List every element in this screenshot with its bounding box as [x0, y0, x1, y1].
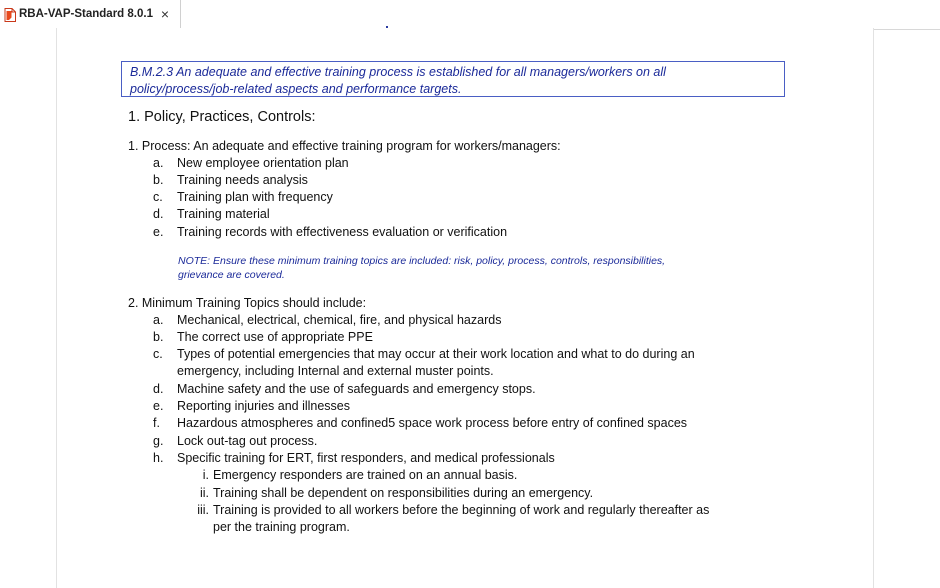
tab-title: RBA-VAP-Standard 8.0.1 — [19, 8, 153, 20]
topic-sublist-item: Training is provided to all workers before the beginning of work and regularly thereafter as — [213, 503, 710, 517]
list-marker: d. — [153, 207, 164, 221]
topic-list-item: The correct use of appropriate PPE — [177, 330, 373, 344]
document-tab[interactable] — [0, 0, 181, 30]
list-marker: a. — [153, 313, 164, 327]
sublist-marker: ii. — [199, 486, 209, 500]
topic-list-item: Specific training for ERT, first responders, and medical professionals — [177, 451, 555, 465]
close-icon[interactable]: × — [160, 6, 170, 22]
topic-list-item: Reporting injuries and illnesses — [177, 399, 351, 413]
process-list-item: New employee orientation plan — [177, 156, 349, 170]
topic-list-item-continuation: emergency, including Internal and external muster points. — [177, 364, 494, 378]
process-list-item: Training material — [177, 207, 270, 221]
list-marker: b. — [153, 330, 164, 344]
list-marker: a. — [153, 156, 164, 170]
list-marker: d. — [153, 382, 164, 396]
training-note — [178, 254, 778, 282]
document-viewer[interactable] — [0, 30, 940, 545]
sublist-marker: iii. — [197, 503, 209, 517]
topic-list-item: Hazardous atmospheres and confined5 space work process before entry of confined spaces — [177, 416, 688, 430]
standard-line-1: B.M.2.3 An adequate and effective training process is established for all managers/workers on all — [130, 65, 666, 79]
topic-list-item: Lock out-tag out process. — [177, 434, 318, 448]
section-heading: 1. Policy, Practices, Controls: — [128, 109, 316, 125]
list-marker: b. — [153, 173, 164, 187]
standard-requirement-box — [121, 61, 785, 97]
list-marker: c. — [153, 190, 163, 204]
topic-sublist-item: Training shall be dependent on responsibilities during an emergency. — [213, 486, 594, 500]
standard-line-2: policy/process/job-related aspects and performance targets. — [130, 81, 462, 96]
topic-sublist-item: Emergency responders are trained on an annual basis. — [213, 468, 518, 482]
process-list-item: Training records with effectiveness evaluation or verification — [177, 225, 508, 239]
topics-intro: 2. Minimum Training Topics should include: — [128, 296, 367, 310]
list-marker: c. — [153, 347, 163, 361]
topic-list-item: Mechanical, electrical, chemical, fire, and physical hazards — [177, 313, 502, 327]
topic-list-item: Machine safety and the use of safeguards and emergency stops. — [177, 382, 536, 396]
note-line-2: grievance are covered. — [178, 269, 285, 281]
topic-sublist-item-continuation: per the training program. — [213, 520, 350, 534]
process-list-item: Training needs analysis — [177, 173, 308, 187]
pdf-file-icon — [4, 8, 16, 22]
process-list-item: Training plan with frequency — [177, 190, 333, 204]
text-fragment-mark — [386, 26, 388, 28]
list-marker: h. — [153, 451, 164, 465]
list-marker: e. — [153, 225, 164, 239]
note-line-1: NOTE: Ensure these minimum training topics are included: risk, policy, process, controls, responsibilities, — [178, 255, 666, 267]
topic-list-item: Types of potential emergencies that may occur at their work location and what to do during an — [177, 347, 695, 361]
process-intro: 1. Process: An adequate and effective training program for workers/managers: — [128, 139, 561, 153]
list-marker: f. — [153, 416, 160, 430]
list-marker: g. — [153, 434, 164, 448]
tab-bar — [0, 0, 940, 30]
document-page — [56, 28, 874, 588]
sublist-marker: i. — [202, 468, 209, 482]
list-marker: e. — [153, 399, 164, 413]
